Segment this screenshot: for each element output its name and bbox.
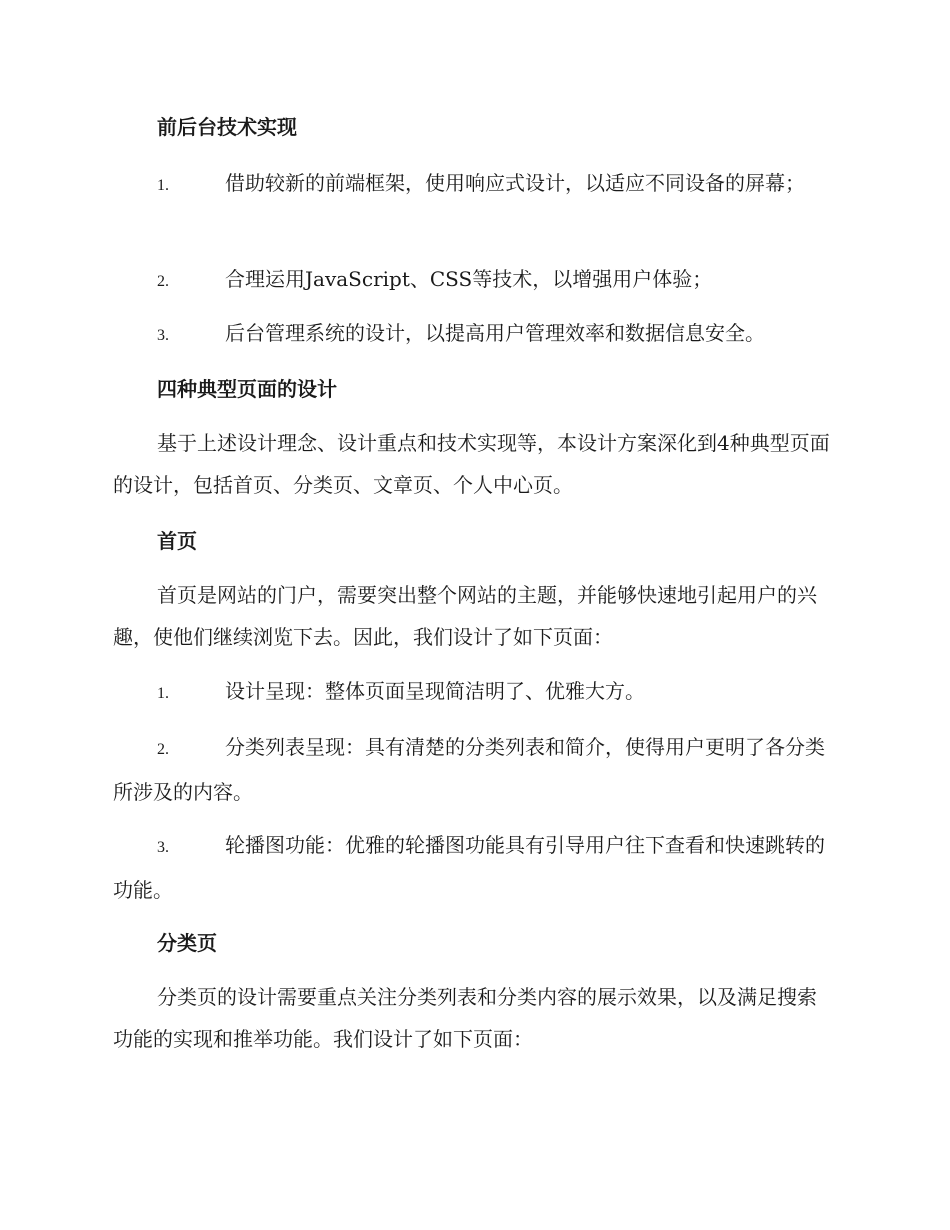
section-heading-category: 分类页 bbox=[157, 931, 217, 955]
list-item bbox=[113, 824, 833, 911]
paragraph-category: 分类页的设计需要重点关注分类列表和分类内容的展示效果，以及满足搜索功能的实现和推举功能。我们设计了如下页面： bbox=[113, 985, 817, 1051]
list-number: 2. bbox=[157, 741, 169, 758]
list-number: 3. bbox=[157, 839, 169, 856]
list-text: 合理运用JavaScript、CSS等技术，以增强用户体验； bbox=[225, 267, 713, 291]
list-text: 轮播图功能：优雅的轮播图功能具有引导用户往下查看和快速跳转的功能。 bbox=[113, 833, 825, 902]
list-number: 2. bbox=[157, 273, 169, 290]
list-text: 借助较新的前端框架，使用响应式设计，以适应不同设备的屏幕； bbox=[225, 171, 805, 195]
list-number: 3. bbox=[157, 327, 169, 344]
list-item bbox=[113, 312, 833, 357]
list-number: 1. bbox=[157, 177, 169, 194]
list-item bbox=[113, 162, 833, 207]
list-text: 后台管理系统的设计，以提高用户管理效率和数据信息安全。 bbox=[225, 321, 765, 345]
section-heading-four-pages: 四种典型页面的设计 bbox=[157, 377, 337, 401]
list-item bbox=[113, 726, 833, 813]
list-text: 分类列表呈现：具有清楚的分类列表和简介，使得用户更明了各分类所涉及的内容。 bbox=[113, 735, 825, 804]
list-item bbox=[113, 258, 833, 303]
list-text: 设计呈现：整体页面呈现简洁明了、优雅大方。 bbox=[225, 679, 645, 703]
section-heading-home: 首页 bbox=[157, 529, 197, 553]
paragraph-four-pages: 基于上述设计理念、设计重点和技术实现等，本设计方案深化到4种典型页面的设计，包括首页、分类页、文章页、个人中心页。 bbox=[113, 431, 830, 497]
paragraph-home: 首页是网站的门户，需要突出整个网站的主题，并能够快速地引起用户的兴趣，使他们继续浏览下去。因此，我们设计了如下页面： bbox=[113, 583, 817, 649]
section-heading-tech: 前后台技术实现 bbox=[157, 115, 297, 139]
list-number: 1. bbox=[157, 685, 169, 702]
list-item bbox=[113, 670, 833, 715]
